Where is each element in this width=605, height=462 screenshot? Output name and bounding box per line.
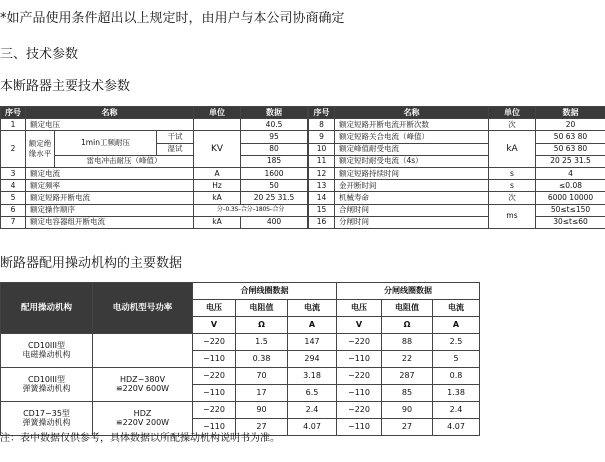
cell-value: 88 bbox=[382, 334, 433, 351]
mechanism-table bbox=[0, 282, 605, 436]
cell-data: 20 25 31.5 bbox=[536, 155, 605, 167]
cell-motor bbox=[93, 334, 193, 368]
cell-no: 3 bbox=[1, 167, 26, 179]
col-header-data: 数据 bbox=[241, 107, 308, 119]
cell-freq-label: 1min工频耐压 bbox=[55, 131, 157, 155]
cell-name: 金开断时间 bbox=[335, 180, 489, 192]
cell-value: −220 bbox=[193, 368, 236, 385]
cell-name: 额定操作顺序 bbox=[26, 204, 194, 216]
table-row bbox=[309, 192, 605, 204]
cell-value: 4.07 bbox=[433, 419, 480, 436]
col-header-motor: 电动机型号功率 bbox=[93, 283, 193, 334]
cell-name: 分闸时间 bbox=[335, 216, 489, 228]
cell-value: 0.38 bbox=[236, 351, 288, 368]
cell-no: 9 bbox=[309, 131, 335, 143]
table-row bbox=[309, 216, 605, 228]
cell-value: 4.07 bbox=[288, 419, 337, 436]
cell-unit: s bbox=[489, 167, 536, 179]
cell-name: 机械寿命 bbox=[335, 192, 489, 204]
cell-no: 10 bbox=[309, 143, 335, 155]
cell-name: 额定短路开断电流开断次数 bbox=[335, 119, 489, 131]
cell-mechanism: CD10III型 弹簧操动机构 bbox=[1, 368, 93, 402]
cell-unit: kA bbox=[194, 216, 241, 228]
cell-data: ≤0.08 bbox=[536, 180, 605, 192]
table-row bbox=[309, 119, 605, 131]
cell-data: 95 bbox=[241, 131, 308, 143]
cell-value: 27 bbox=[382, 419, 433, 436]
cell-value: 70 bbox=[236, 368, 288, 385]
unit-v: V bbox=[337, 317, 382, 334]
col-header-current: 电流 bbox=[288, 300, 337, 317]
cell-mechanism: CD10III型 电磁操动机构 bbox=[1, 334, 93, 368]
col-header-resistance: 电阻值 bbox=[382, 300, 433, 317]
col-header-open-coil: 分闸线圈数据 bbox=[337, 283, 480, 300]
cell-no: 15 bbox=[309, 204, 335, 216]
cell-motor: HDZ ≌220V 200W bbox=[93, 402, 193, 436]
cell-no: 16 bbox=[309, 216, 335, 228]
cell-unit: Hz bbox=[194, 180, 241, 192]
cell-name: 额定频率 bbox=[26, 180, 194, 192]
cell-no: 4 bbox=[1, 180, 26, 192]
col-header-no: 序号 bbox=[1, 107, 26, 119]
cell-value: 27 bbox=[236, 419, 288, 436]
cell-name: 额定短时耐受电流（4s） bbox=[335, 155, 489, 167]
cell-mechanism: CD17−35型 弹簧操动机构 bbox=[1, 402, 93, 436]
table-row bbox=[309, 180, 605, 192]
spec-table-left bbox=[0, 106, 308, 229]
cell-value: 5 bbox=[433, 351, 480, 368]
cell-data: 80 bbox=[241, 143, 308, 155]
col-header-unit: 单位 bbox=[194, 107, 241, 119]
table-row bbox=[1, 192, 308, 204]
cell-data: 50 63 80 bbox=[536, 143, 605, 155]
cell-wet: 湿试 bbox=[157, 143, 194, 155]
table-row bbox=[309, 204, 605, 216]
cell-value: −110 bbox=[337, 419, 382, 436]
cell-unit: A bbox=[194, 167, 241, 179]
cell-value: −220 bbox=[337, 368, 382, 385]
cell-no: 7 bbox=[1, 216, 26, 228]
cell-value: −110 bbox=[193, 385, 236, 402]
cell-value: 0.8 bbox=[433, 368, 480, 385]
cell-unit: s bbox=[489, 180, 536, 192]
col-header-mechanism: 配用操动机构 bbox=[1, 283, 93, 334]
cell-data: 50≤t≤150 bbox=[536, 204, 605, 216]
cell-value: −110 bbox=[337, 351, 382, 368]
table-row bbox=[309, 167, 605, 179]
cell-data: 400 bbox=[241, 216, 308, 228]
cell-impulse: 雷电冲击耐压（峰值） bbox=[55, 155, 194, 167]
unit-ohm: Ω bbox=[236, 317, 288, 334]
table-row bbox=[309, 143, 605, 155]
cell-value: 6.5 bbox=[288, 385, 337, 402]
cell-name: 额定短路持续时间 bbox=[335, 167, 489, 179]
cell-no: 11 bbox=[309, 155, 335, 167]
cell-value: 294 bbox=[288, 351, 337, 368]
col-header-data: 数据 bbox=[536, 107, 605, 119]
note-top: *如产品使用条件超出以上规定时，由用户与本公司协商确定 bbox=[0, 11, 345, 26]
col-header-close-coil: 合闸线圈数据 bbox=[193, 283, 337, 300]
cell-motor: HDZ−380V ≌220V 600W bbox=[93, 368, 193, 402]
table-row bbox=[1, 216, 308, 228]
cell-no: 8 bbox=[309, 119, 335, 131]
cell-group: 额定绝缘水平 bbox=[26, 131, 55, 168]
cell-value: 287 bbox=[382, 368, 433, 385]
cell-no: 6 bbox=[1, 204, 26, 216]
col-header-name: 名称 bbox=[26, 107, 194, 119]
cell-unit: kA bbox=[489, 131, 536, 168]
table-row bbox=[1, 204, 308, 216]
cell-value: 22 bbox=[382, 351, 433, 368]
cell-name: 额定短路开断电流 bbox=[26, 192, 194, 204]
cell-data: 6000 10000 bbox=[536, 192, 605, 204]
cell-value: −220 bbox=[193, 402, 236, 419]
cell-data: 50 bbox=[241, 180, 308, 192]
cell-value: 147 bbox=[288, 334, 337, 351]
cell-data: 4 bbox=[536, 167, 605, 179]
cell-name: 合闸时间 bbox=[335, 204, 489, 216]
cell-data: 1600 bbox=[241, 167, 308, 179]
blank-area bbox=[480, 283, 605, 436]
cell-no: 1 bbox=[1, 119, 26, 131]
cell-unit: KV bbox=[194, 131, 241, 168]
cell-value: 2.5 bbox=[433, 334, 480, 351]
unit-v: V bbox=[193, 317, 236, 334]
cell-no: 13 bbox=[309, 180, 335, 192]
cell-data: 50 63 80 bbox=[536, 131, 605, 143]
cell-name: 额定电压 bbox=[26, 119, 194, 131]
table-row bbox=[1, 167, 308, 179]
col-header-current: 电流 bbox=[433, 300, 480, 317]
cell-value: −220 bbox=[193, 334, 236, 351]
cell-no: 2 bbox=[1, 131, 26, 168]
cell-data: 40.5 bbox=[241, 119, 308, 131]
spec-title: 本断路器主要技术参数 bbox=[0, 79, 131, 94]
cell-unit: ms bbox=[489, 204, 536, 228]
col-header-name: 名称 bbox=[335, 107, 489, 119]
cell-name: 额定峰值耐受电流 bbox=[335, 143, 489, 155]
cell-name: 额定短路关合电流（峰值） bbox=[335, 131, 489, 143]
cell-no: 14 bbox=[309, 192, 335, 204]
table-row bbox=[1, 180, 308, 192]
table-row bbox=[309, 131, 605, 143]
section-title: 三、技术参数 bbox=[0, 47, 79, 62]
col-header-resistance: 电阻值 bbox=[236, 300, 288, 317]
unit-a: A bbox=[288, 317, 337, 334]
col-header-voltage: 电压 bbox=[193, 300, 236, 317]
cell-no: 5 bbox=[1, 192, 26, 204]
cell-value: 17 bbox=[236, 385, 288, 402]
cell-unit: 次 bbox=[489, 119, 536, 131]
cell-name: 额定电流 bbox=[26, 167, 194, 179]
table-row bbox=[309, 155, 605, 167]
cell-name: 额定电容器组开断电流 bbox=[26, 216, 194, 228]
cell-no: 12 bbox=[309, 167, 335, 179]
table-row bbox=[1, 119, 308, 131]
cell-value: −220 bbox=[337, 334, 382, 351]
cell-value: 90 bbox=[382, 402, 433, 419]
cell-value: 1.38 bbox=[433, 385, 480, 402]
col-header-voltage: 电压 bbox=[337, 300, 382, 317]
cell-unit bbox=[194, 119, 241, 131]
table-row bbox=[1, 131, 308, 143]
mech-title: 断路器配用操动机构的主要数据 bbox=[0, 256, 183, 271]
cell-data: 30≤t≤60 bbox=[536, 216, 605, 228]
cell-value: −110 bbox=[193, 351, 236, 368]
col-header-unit: 单位 bbox=[489, 107, 536, 119]
cell-data: 分–0.3S–合分–180S–合分 bbox=[194, 204, 308, 216]
unit-ohm: Ω bbox=[382, 317, 433, 334]
cell-unit: kA bbox=[194, 192, 241, 204]
cell-data: 20 bbox=[536, 119, 605, 131]
cell-unit: 次 bbox=[489, 192, 536, 204]
cell-value: 2.4 bbox=[288, 402, 337, 419]
cell-value: −110 bbox=[193, 419, 236, 436]
cell-value: −220 bbox=[337, 402, 382, 419]
cell-value: 1.5 bbox=[236, 334, 288, 351]
col-header-no: 序号 bbox=[309, 107, 335, 119]
cell-value: 2.4 bbox=[433, 402, 480, 419]
cell-value: −110 bbox=[337, 385, 382, 402]
cell-value: 3.18 bbox=[288, 368, 337, 385]
spec-table-right bbox=[308, 106, 605, 229]
footnote: 注：表中数据仅供参考，具体数据以所配操动机构说明书为准。 bbox=[0, 433, 280, 444]
unit-a: A bbox=[433, 317, 480, 334]
cell-data: 185 bbox=[241, 155, 308, 167]
cell-value: 90 bbox=[236, 402, 288, 419]
cell-dry: 干试 bbox=[157, 131, 194, 143]
cell-value: 85 bbox=[382, 385, 433, 402]
cell-data: 20 25 31.5 bbox=[241, 192, 308, 204]
